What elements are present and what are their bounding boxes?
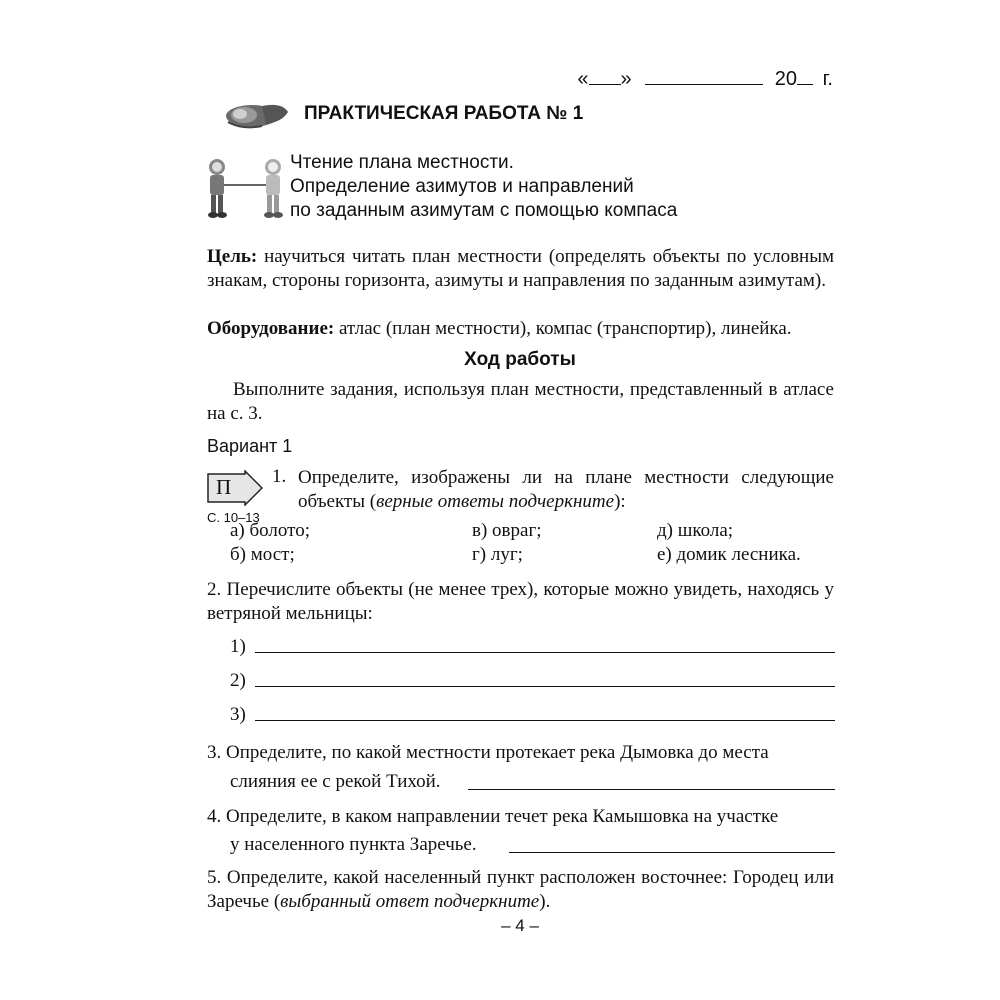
intro-paragraph: Выполните задания, используя план местности, представленный в атласе на с. 3. (207, 379, 834, 424)
work-subtitle (290, 151, 677, 223)
goal-paragraph (207, 245, 834, 293)
task5-text (207, 866, 834, 914)
option-meadow: г) луг; (472, 544, 523, 565)
option-ravine: в) овраг; (472, 520, 542, 541)
answer-number: 2) (230, 670, 246, 691)
task1-text (298, 466, 834, 514)
subtitle-line: Определение азимутов и направлений (290, 176, 634, 197)
page-title: ПРАКТИЧЕСКАЯ РАБОТА № 1 (304, 103, 584, 124)
equipment-text: атлас (план местности), компас (транспортир), линейка. (334, 318, 792, 339)
practice-badge (207, 470, 263, 506)
subtitle-line: Чтение плана местности. (290, 152, 514, 173)
task1-number: 1. (272, 466, 287, 487)
section-heading: Ход работы (464, 349, 576, 370)
day-blank (589, 84, 621, 85)
badge-letter: П (216, 475, 232, 499)
goal-text: научиться читать план местности (определять объекты по условным знакам, стороны горизонта, азимуты и направления по заданным азимутам). (207, 246, 834, 291)
answer-line[interactable] (255, 652, 835, 653)
task4-line2: у населенного пункта Заречье. (230, 834, 477, 855)
date-line (577, 68, 833, 91)
task5-italic: выбранный ответ подчеркните (280, 891, 540, 912)
month-blank (645, 84, 763, 85)
goal-label: Цель: (207, 246, 258, 267)
year-blank (797, 84, 813, 85)
date-close-quote: » (620, 68, 632, 90)
page-number: – 4 – (501, 916, 539, 935)
answer-line[interactable] (255, 720, 835, 721)
equipment-paragraph (207, 317, 834, 341)
task5-text-b: ). (539, 891, 551, 912)
year-suffix: г. (822, 68, 833, 90)
answer-line[interactable] (468, 789, 835, 790)
option-swamp: а) болото; (230, 520, 310, 541)
option-school: д) школа; (657, 520, 734, 541)
task2-text: 2. Перечислите объекты (не менее трех), которые можно увидеть, находясь у ветряной мельницы: (207, 579, 834, 624)
task4-line1: 4. Определите, в каком направлении течет река Камышовка на участке (207, 806, 779, 827)
page-reference: С. 10–13 (207, 510, 260, 525)
equipment-label: Оборудование: (207, 318, 335, 339)
answer-number: 1) (230, 636, 246, 657)
variant-label: Вариант 1 (207, 436, 293, 456)
answer-line[interactable] (255, 686, 835, 687)
hand-with-magnifier-icon (222, 100, 290, 132)
task1-italic: верные ответы подчеркните (376, 491, 615, 512)
year-prefix: 20 (774, 68, 798, 90)
answer-number: 3) (230, 704, 246, 725)
option-forester-house: е) домик лесника. (657, 544, 801, 565)
task3-line1: 3. Определите, по какой местности протекает река Дымовка до места (207, 742, 769, 763)
date-open-quote: « (577, 68, 589, 90)
task1-text-b: ): (614, 491, 626, 512)
subtitle-line: по заданным азимутам с помощью компаса (290, 200, 678, 221)
task5-text-a: 5. Определите, какой населенный пункт расположен восточнее: Городец или Заречье ( (207, 867, 834, 912)
answer-line[interactable] (509, 852, 835, 853)
task3-line2: слияния ее с рекой Тихой. (230, 771, 441, 792)
children-with-compass-icon (200, 155, 290, 221)
task1-text-a: Определите, изображены ли на плане местности следующие объекты ( (298, 467, 834, 512)
option-bridge: б) мост; (230, 544, 295, 565)
